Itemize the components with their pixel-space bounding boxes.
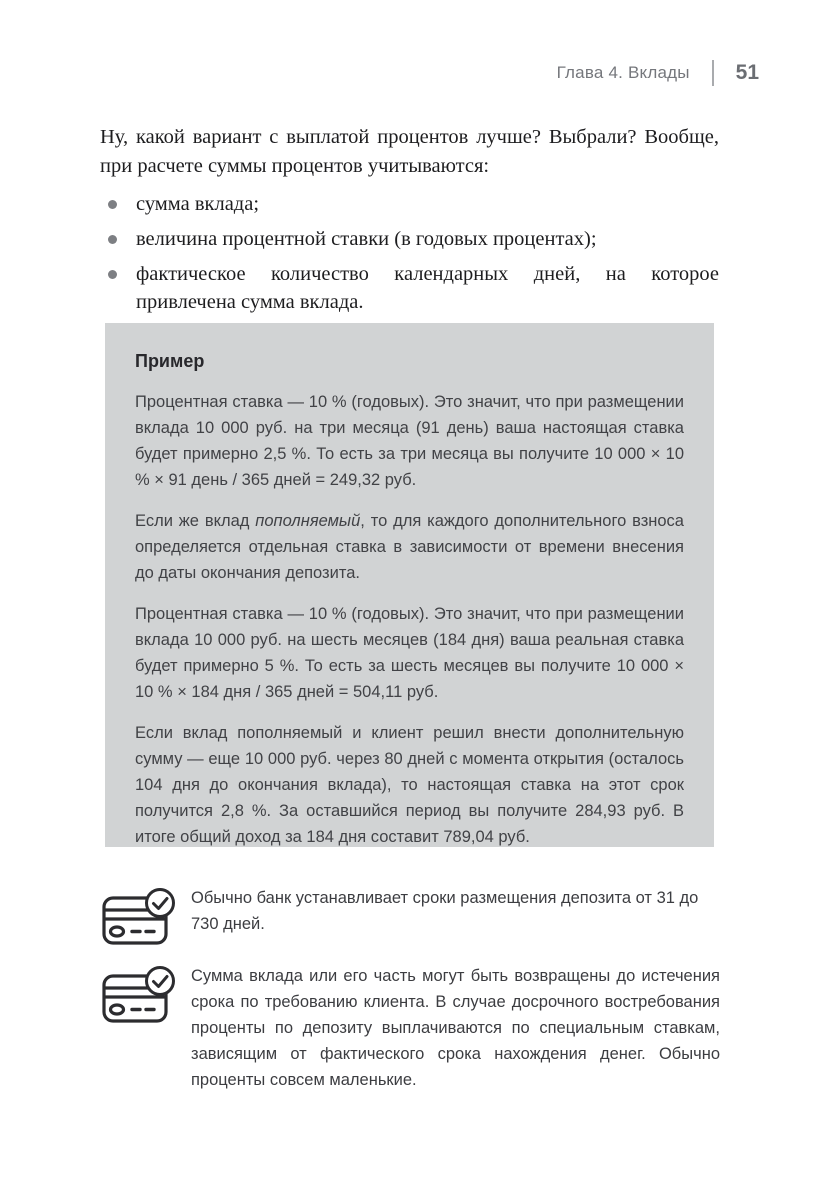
list-item: [100, 260, 719, 316]
tip-note-text: Обычно банк устанавливает сроки размещения депозита от 31 до 730 дней.: [191, 889, 699, 933]
list-item-text: величина процентной ставки (в годовых процентах);: [136, 228, 597, 250]
example-callout-box: [105, 323, 714, 847]
list-item: [100, 190, 719, 218]
header-divider: [712, 60, 714, 86]
bullet-list: [100, 190, 719, 323]
example-paragraph-2-start: Если же вклад: [135, 512, 256, 530]
example-box-title: Пример: [135, 351, 205, 371]
example-paragraph-4: Если вклад пополняемый и клиент решил внести дополнительную сумму — еще 10 000 руб. через 80 дней с момента открытия (осталось 104 дня до окончания вклада), то настоящая ставка на этот срок получится 2,8 %. За оставшийся период вы получите 284,93 руб. В итоге общий доход за 184 дня составит 789,04 руб.: [135, 724, 684, 846]
bullet-icon: [108, 270, 117, 279]
tip-note: [100, 963, 720, 1093]
list-item: [100, 225, 719, 253]
bullet-icon: [108, 200, 117, 209]
list-item-text: фактическое количество календарных дней, на которое привлечена сумма вклада.: [136, 263, 719, 313]
example-paragraph-2-italic-term: пополняемый: [255, 512, 361, 530]
tip-note: [100, 885, 720, 951]
bullet-icon: [108, 235, 117, 244]
page-number: 51: [735, 61, 759, 84]
credit-card-check-icon: [100, 887, 178, 951]
credit-card-check-icon: [100, 965, 178, 1029]
example-paragraph-3: Процентная ставка — 10 % (годовых). Это значит, что при размещении вклада 10 000 руб. на шесть месяцев (184 дня) ваша реальная ставка будет примерно 5 %. То есть за шесть месяцев вы получите 10 000 × 10 % × 184 дня / 365 дней = 504,11 руб.: [135, 605, 684, 701]
list-item-text: сумма вклада;: [136, 193, 260, 215]
example-paragraph-1: Процентная ставка — 10 % (годовых). Это значит, что при размещении вклада 10 000 руб. на три месяца (91 день) ваша настоящая ставка будет примерно 2,5 %. То есть за три месяца вы получите 10 000 × 10 % × 91 день / 365 дней = 249,32 руб.: [135, 393, 684, 489]
running-head: [557, 60, 759, 86]
tip-note-text: Сумма вклада или его часть могут быть возвращены до истечения срока по требованию клиента. В случае досрочного востребования проценты по депозиту выплачиваются по специальным ставкам, зависящим от фактического срока нахождения денег. Обычно проценты совсем маленькие.: [191, 967, 720, 1089]
example-paragraph-2-end: , то для каждого дополнительного взноса определяется отдельная ставка в зависимости от времени внесения до даты окончания депозита.: [135, 512, 684, 582]
chapter-title: Глава 4. Вклады: [556, 63, 690, 82]
example-paragraph-2: [135, 508, 684, 586]
intro-paragraph: Ну, какой вариант с выплатой процентов лучше? Выбрали? Вообще, при расчете суммы процентов учитываются:: [100, 126, 719, 177]
